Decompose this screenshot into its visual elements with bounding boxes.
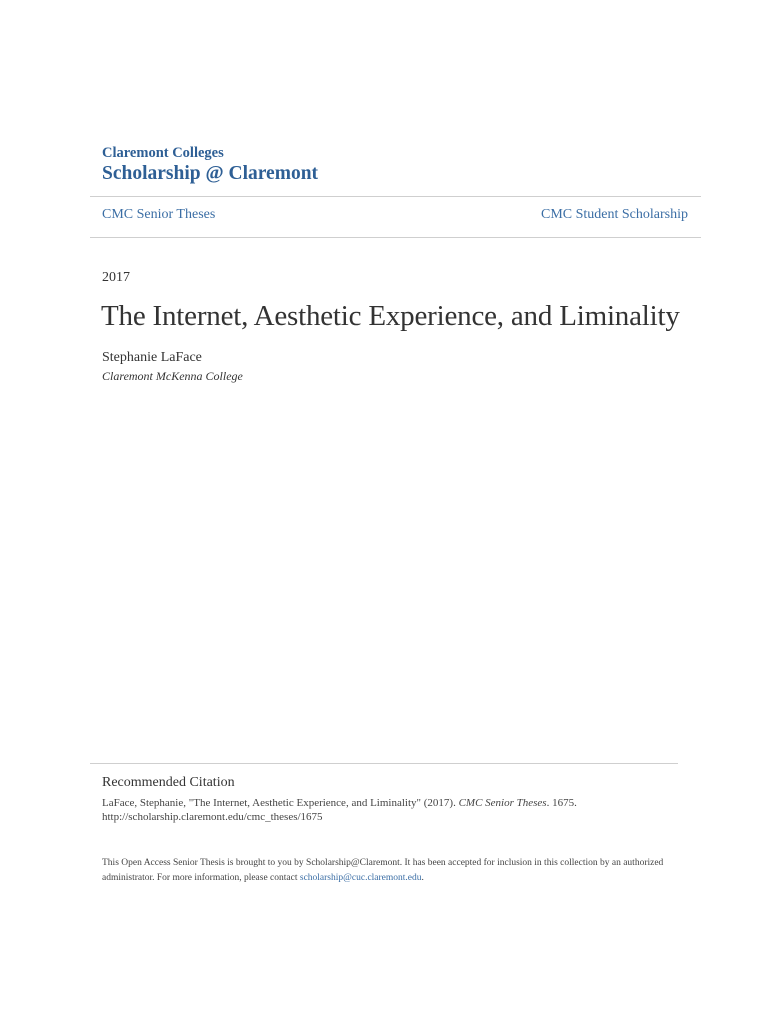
citation-text-part2: . 1675. — [546, 797, 577, 809]
institution-name: Claremont Colleges — [102, 145, 224, 161]
author-name: Stephanie LaFace — [102, 350, 202, 365]
notice-text: This Open Access Senior Thesis is brought to you by Scholarship@Claremont. It has been accepted for inclusion in this collection by an authorized administrator. For more information, please contact — [102, 858, 664, 883]
nav-divider — [90, 237, 701, 238]
citation-text-part1: LaFace, Stephanie, "The Internet, Aesthetic Experience, and Liminality" (2017). — [102, 797, 459, 809]
author-affiliation: Claremont McKenna College — [102, 369, 243, 383]
repository-name: Scholarship @ Claremont — [102, 163, 319, 184]
top-divider — [90, 196, 701, 197]
citation-text — [102, 796, 662, 824]
collection-link-cmc-senior-theses[interactable]: CMC Senior Theses — [102, 207, 216, 222]
citation-divider — [90, 763, 678, 764]
citation-heading: Recommended Citation — [102, 775, 235, 790]
open-access-notice — [102, 856, 672, 886]
citation-series: CMC Senior Theses — [458, 797, 547, 809]
contact-email-link[interactable]: scholarship@cuc.claremont.edu — [299, 873, 422, 883]
repository-brand[interactable] — [102, 144, 318, 186]
publication-year: 2017 — [102, 270, 130, 285]
collection-link-cmc-student-scholarship[interactable]: CMC Student Scholarship — [540, 207, 688, 222]
citation-url[interactable]: http://scholarship.claremont.edu/cmc_theses/1675 — [102, 811, 323, 823]
notice-text-end: . — [421, 873, 424, 883]
document-title: The Internet, Aesthetic Experience, and Liminality — [101, 300, 680, 332]
